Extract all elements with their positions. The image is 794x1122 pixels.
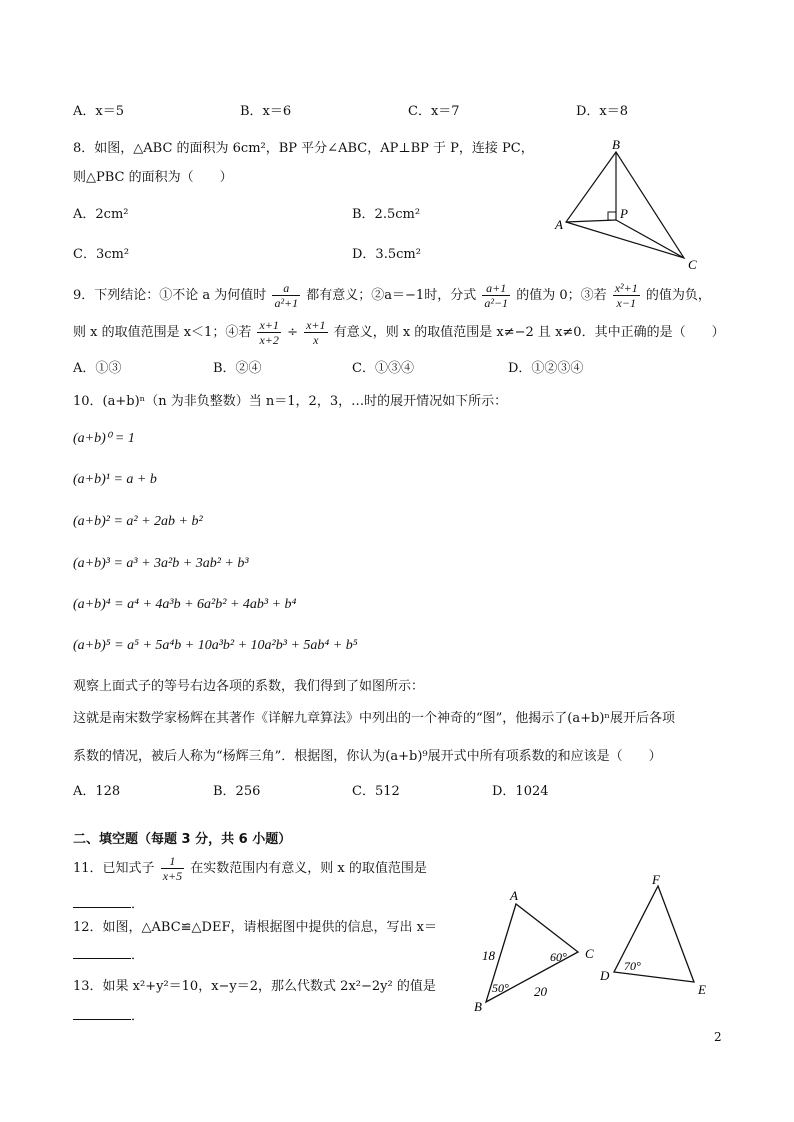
page-number: 2 <box>714 1030 722 1044</box>
q13-answer-line: ． <box>73 1005 144 1024</box>
q10-option-a: A．128 <box>73 784 121 799</box>
q10-observation: 观察上面式子的等号右边各项的系数，我们得到了如图所示： <box>73 679 425 694</box>
q10-expansion-0: (a+b)⁰ = 1 <box>73 431 135 446</box>
q10-expansion-1: (a+b)¹ = a + b <box>73 472 157 487</box>
q12-label-c: C <box>585 946 594 961</box>
q10-text2: 系数的情况，被后人称为“杨辉三角”．根据图，你认为(a+b)⁹展开式中所有项系数的和应该是（ ） <box>73 749 662 764</box>
q9-line2: 则 x 的取值范围是 x＜1；④若 $\frac{x+1}{x+2}$ ÷ $\frac{x+1}{x}$ 有意义，则 x 的取值范围是 x≠−2 且 x≠0．其中正确的是（ ） <box>73 318 725 347</box>
q10-expansion-4: (a+b)⁴ = a⁴ + 4a³b + 6a²b² + 4ab³ + b⁴ <box>73 597 297 612</box>
q8-label-b: B <box>612 137 620 152</box>
q8-label-a: A <box>555 217 563 232</box>
q12-answer-line: ． <box>73 944 144 963</box>
q9-fraction-1: $\frac{a}{\text{a²+1}}$ <box>274 281 299 310</box>
q9-option-c: C．①③④ <box>352 361 414 376</box>
q11-answer-line: ． <box>73 893 144 912</box>
q10-option-d: D．1024 <box>492 784 549 799</box>
q12-label-e: E <box>698 982 706 997</box>
q9-fraction-3: $\frac{\text{x²+1}}{x-1}$ <box>614 281 638 310</box>
q8-option-d: D．3.5cm² <box>352 247 421 262</box>
q10-line1: 10．(a+b)ⁿ（n 为非负整数）当 n＝1，2，3，…时的展开情况如下所示： <box>73 394 508 409</box>
q7-option-b: B．x＝6 <box>240 104 292 119</box>
q7-option-c: C．x＝7 <box>408 104 460 119</box>
q9-option-b: B．②④ <box>213 361 262 376</box>
q12-congruent-triangles-figure <box>468 868 718 1020</box>
q12-angle-c: 60° <box>550 950 567 964</box>
q12-label-b: B <box>474 999 482 1014</box>
q9-option-d: D．①②③④ <box>508 361 584 376</box>
q8-label-p: P <box>620 206 628 221</box>
q12-blank <box>73 948 131 959</box>
q9-option-a: A．①③ <box>73 361 122 376</box>
q11-blank <box>73 897 131 908</box>
q8-option-c: C．3cm² <box>73 247 130 262</box>
q12-label-d: D <box>600 968 610 983</box>
q8-line2: 则△PBC 的面积为（ ） <box>73 170 233 185</box>
q7-option-a: A．x＝5 <box>73 104 124 119</box>
q11-line1: 11．已知式子 $\frac{1}{x+5}$ 在实数范围内有意义，则 x 的取值范围是 <box>73 854 427 883</box>
q10-option-b: B．256 <box>213 784 261 799</box>
q12-angle-d: 70° <box>624 959 641 973</box>
q8-line1: 8．如图，△ABC 的面积为 6cm²，BP 平分∠ABC，AP⊥BP 于 P，连接 PC， <box>73 141 534 156</box>
q9-line1: 9．下列结论：①不论 a 为何值时 $\frac{a}{\text{a²+1}}$ 都有意义；②a＝−1时，分式 $\frac{a+1}{\text{a²−1}}$ 的值为 0；③若 $\frac{\text{x²+1}}{x-1}$ 的值为负， <box>73 281 711 310</box>
q8-triangle-figure <box>548 136 718 272</box>
q12-side-bc: 20 <box>534 984 547 999</box>
q11-fraction: $\frac{1}{x+5}$ <box>162 854 183 883</box>
q12-label-a: A <box>510 888 518 903</box>
q8-label-c: C <box>688 257 697 272</box>
q8-option-a: A．2cm² <box>73 207 129 222</box>
section-heading-fill-in: 二、填空题（每题 3 分，共 6 小题） <box>73 832 292 847</box>
q10-text1: 这就是南宋数学家杨辉在其著作《详解九章算法》中列出的一个神奇的“图”，他揭示了(a+b)ⁿ展开后各项 <box>73 711 676 726</box>
q10-expansion-2: (a+b)² = a² + 2ab + b² <box>73 514 203 529</box>
q7-option-d: D．x＝8 <box>576 104 629 119</box>
q12-angle-b: 50° <box>492 981 509 995</box>
q9-fraction-4: $\frac{x+1}{x+2}$ <box>259 318 279 347</box>
q9-fraction-2: $\frac{a+1}{\text{a²−1}}$ <box>484 281 509 310</box>
q13-blank <box>73 1009 131 1020</box>
q12-line1: 12．如图，△ABC≌△DEF，请根据图中提供的信息，写出 x＝ <box>73 920 437 935</box>
q12-side-ab: 18 <box>482 948 495 963</box>
q9-fraction-5: $\frac{x+1}{x}$ <box>306 318 326 347</box>
q10-expansion-3: (a+b)³ = a³ + 3a²b + 3ab² + b³ <box>73 556 249 571</box>
q10-option-c: C．512 <box>352 784 400 799</box>
q13-line1: 13．如果 x²+y²＝10，x−y＝2，那么代数式 2x²−2y² 的值是 <box>73 979 436 994</box>
q12-label-f: F <box>652 872 660 887</box>
q8-option-b: B．2.5cm² <box>352 207 421 222</box>
q10-expansion-5: (a+b)⁵ = a⁵ + 5a⁴b + 10a³b² + 10a²b³ + 5ab⁴ + b⁵ <box>73 638 358 653</box>
